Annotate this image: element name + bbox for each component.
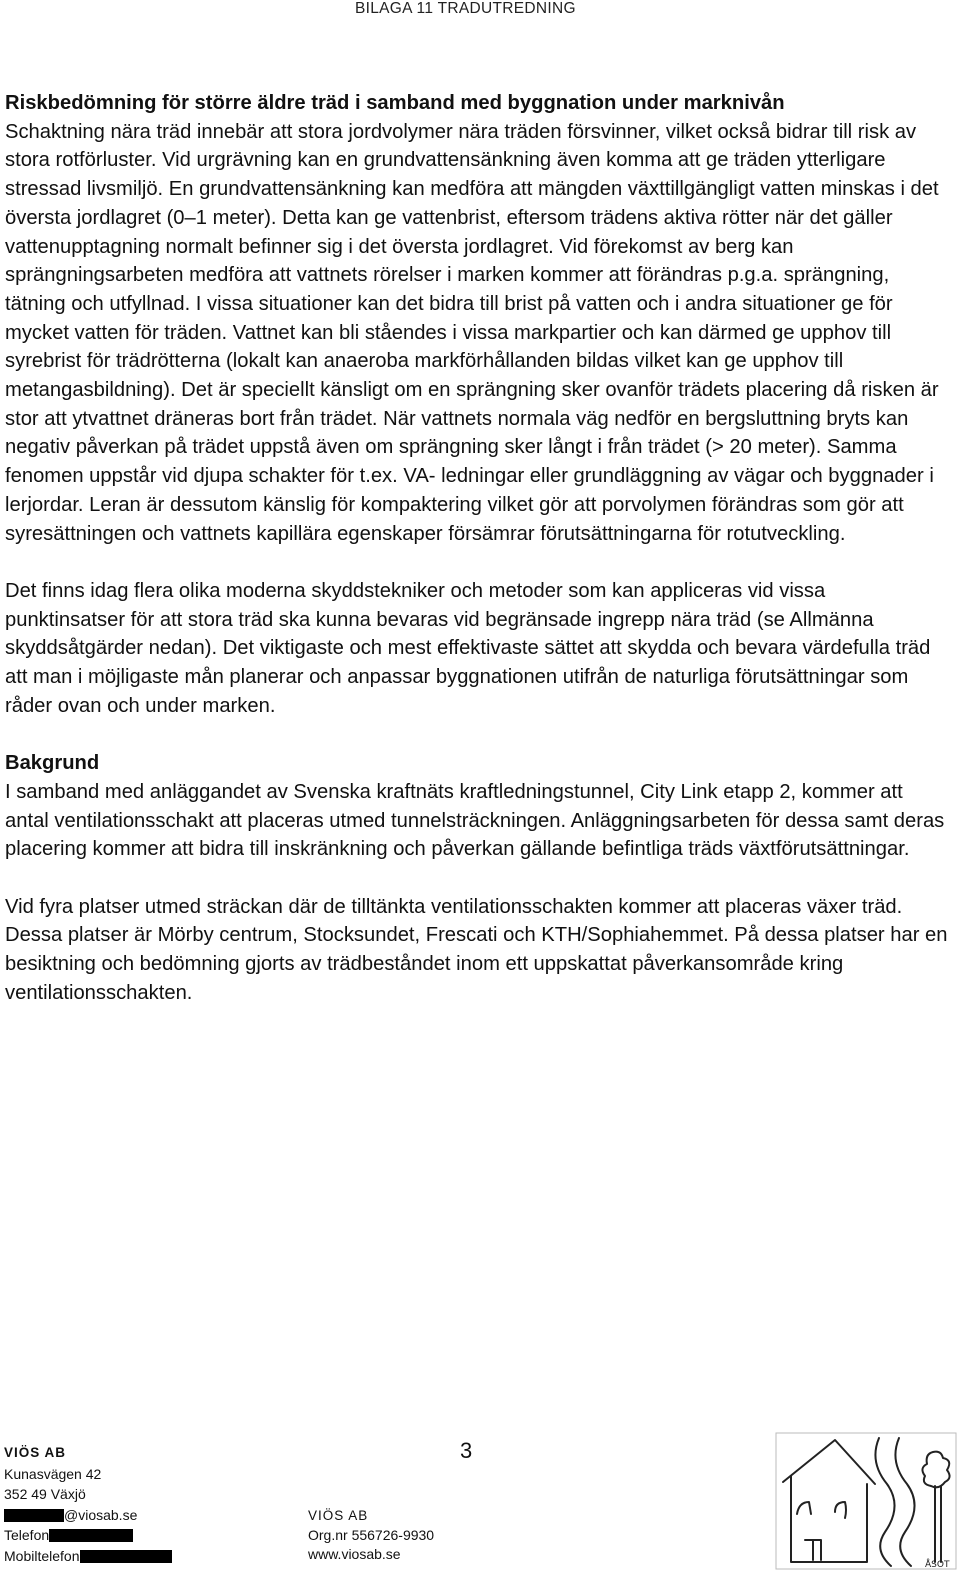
footer-company-name-2: VIÖS AB [308,1508,369,1523]
section-background [5,749,950,864]
heading-risk-assessment: Riskbedömning för större äldre träd i samband med byggnation under marknivån [5,92,785,114]
document-body [5,89,950,1036]
footer-email-domain: @viosab.se [64,1506,138,1523]
page-header-title: BILAGA 11 TRADUTREDNING [355,0,576,17]
logo-signature: ÅSOT [925,1560,950,1570]
heading-background: Bakgrund [5,752,100,775]
footer-mobile-label: Mobiltelefon [4,1547,80,1564]
footer-address-street: Kunasvägen 42 [4,1465,102,1482]
footer-org-number: Org.nr 556726-9930 [308,1526,435,1543]
paragraph-protection-methods: Det finns idag flera olika moderna skyddstekniker och metoder som kan appliceras vid vissa punktinsatser för att stora träd ska kunna bevaras vid begränsade ingrepp nära träd (se Allmänna skyddsåtgärder nedan). Det viktigaste och mest effektivaste sättet att skydda och bevara värdefulla träd att man i möjligaste mån planerar och anpassar byggnationen utifrån de naturliga förutsättningar som råder ovan och under marken. [5,579,931,717]
paragraph-sites: Vid fyra platser utmed sträckan där de tilltänkta ventilationsschakten kommer att placeras växer träd. Dessa platser är Mörby centrum, Stocksundet, Frescati och KTH/Sophiahemmet. På dessa platser har en besiktning och bedömning gjorts av trädbeståndet inom ett uppskattat påverkansområde kring ventilationsschakten. [5,895,948,1004]
redaction-bar [49,1529,133,1542]
footer-mobile [4,1546,172,1567]
redaction-bar [4,1509,64,1522]
footer-email [4,1505,172,1526]
footer-website: www.viosab.se [308,1546,401,1562]
section-risk [5,89,950,548]
footer-address-city: 352 49 Växjö [4,1486,86,1502]
footer-phone [4,1525,172,1546]
footer-phone-label: Telefon [4,1527,50,1543]
footer-company-info [308,1506,434,1565]
company-logo [775,1432,957,1570]
footer-contact [4,1443,172,1566]
footer-company-name: VIÖS AB [4,1445,67,1460]
paragraph-background: I samband med anläggandet av Svenska kraftnäts kraftledningstunnel, City Link etapp 2, kommer att antal ventilationsschakt att placeras utmed tunnelsträckningen. Anläggningsarbeten för dessa samt deras placering kommer att bidra till inskränkning och påverkan gällande befintliga träds växtförutsättningar. [5,780,945,861]
page-number: 3 [460,1438,473,1463]
paragraph-risk: Schaktning nära träd innebär att stora jordvolymer nära träden försvinner, vilket också bidrar till risk av stora rotförluster. Vid urgrävning kan en grundvattensänkning även komma att ge träden ytterligare stressad livsmiljö. En grundvattensänkning kan medföra att mängden växttillgängligt vatten minskas i det översta jordlagret (0–1 meter). Detta kan ge vattenbrist, eftersom trädens aktiva rötter när det gäller vattenupptagning normalt befinner sig i det översta jordlagret. Vid förekomst av berg kan sprängningsarbeten medföra att vattnets rörelser i marken kommer att förändras p.g.a. sprängning, tätning och utfyllnad. I vissa situationer kan det bidra till brist på vatten och i andra situationer ge för mycket vatten för träden. Vattnet kan bli ståendes i vissa markpartier och kan därmed ge upphov till syrebrist för trädrötterna (lokalt kan anaeroba markförhållanden bildas vilket kan ge upphov till metangasbildning). Det är speciellt känsligt om en sprängning sker ovanför trädets placering då risken är stor att ytvattnet dräneras bort från trädet. När vattnets normala väg nedför en bergsluttning bryts kan negativ påverkan på trädet uppstå även om sprängning sker långt i från trädet (> 20 meter). Samma fenomen uppstår vid djupa schakter för t.ex. VA- ledningar eller grundläggning av vägar och byggnader i lerjordar. Leran är dessutom känslig för kompaktering vilket gör att porvolymen förändras som gör att syresättningen och vattnets kapillära egenskaper försämrar förutsättningarna för rotutveckling. [5,120,939,545]
redaction-bar [80,1550,172,1563]
